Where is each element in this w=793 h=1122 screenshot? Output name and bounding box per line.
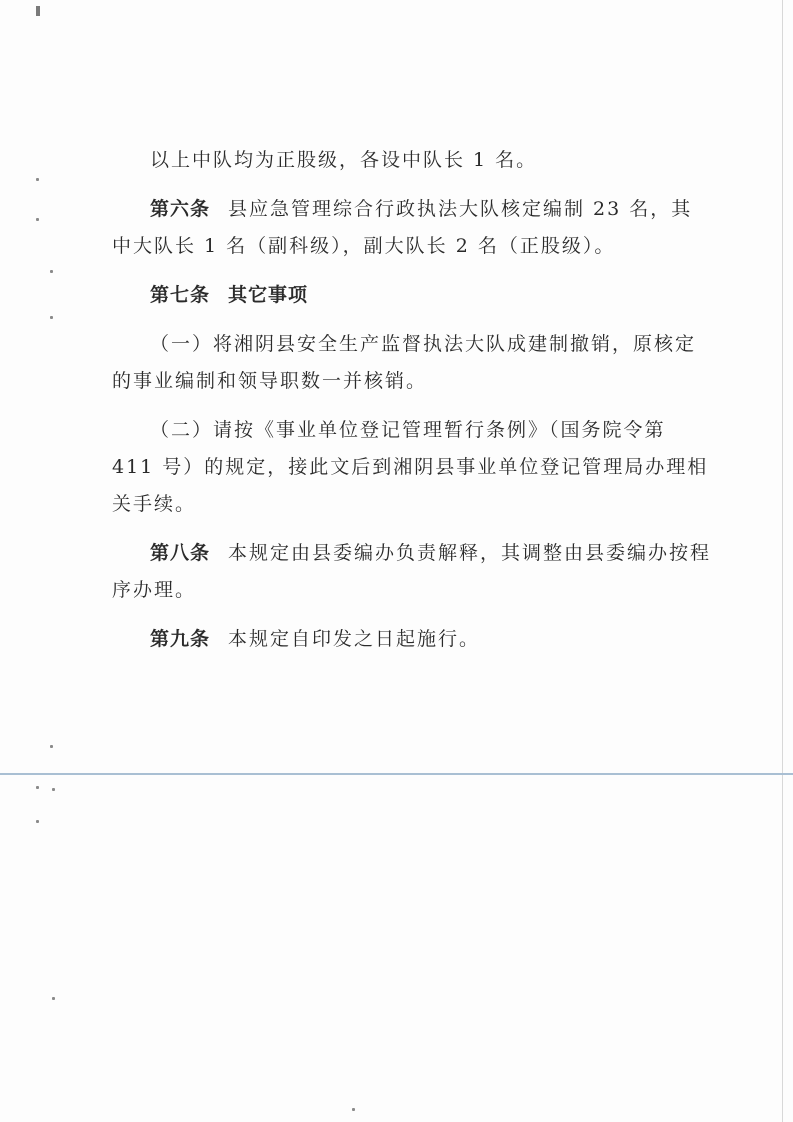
scan-mark [36,6,40,16]
article-heading: 第七条 [150,284,211,306]
scan-speck [352,1108,355,1111]
article-heading: 第九条 [150,628,211,650]
page-edge [782,0,783,1122]
scan-speck [50,745,53,748]
paragraph [112,326,712,400]
paragraph-text: （二）请按《事业单位登记管理暂行条例》（国务院令第 411 号）的规定，接此文后到湘阴县事业单位登记管理局办理相关手续。 [112,419,709,515]
article-text: 本规定由县委编办负责解释，其调整由县委编办按程序办理。 [112,542,712,601]
paragraph-text: （一）将湘阴县安全生产监督执法大队成建制撤销，原核定的事业编制和领导职数一并核销。 [112,333,697,392]
paragraph-text: 以上中队均为正股级，各设中队长 1 名。 [150,149,538,171]
article-eight [112,535,712,609]
scan-line [0,773,793,775]
scan-speck [36,786,39,789]
article-seven [112,277,712,314]
article-heading: 第六条 [150,198,211,220]
scan-speck [52,997,55,1000]
scan-speck [36,218,39,221]
scan-speck [50,316,53,319]
article-text: 本规定自印发之日起施行。 [228,628,481,650]
article-heading: 第八条 [150,542,211,564]
article-six [112,191,712,265]
scan-speck [36,178,39,181]
article-nine [112,621,712,658]
paragraph [112,142,712,179]
scan-speck [50,270,53,273]
article-title: 其它事项 [228,284,309,306]
paragraph [112,412,712,523]
scan-speck [36,820,39,823]
document-body [112,142,712,670]
article-text: 县应急管理综合行政执法大队核定编制 23 名，其中大队长 1 名（副科级），副大队长 2 名（正股级）。 [112,198,693,257]
scan-speck [52,788,55,791]
